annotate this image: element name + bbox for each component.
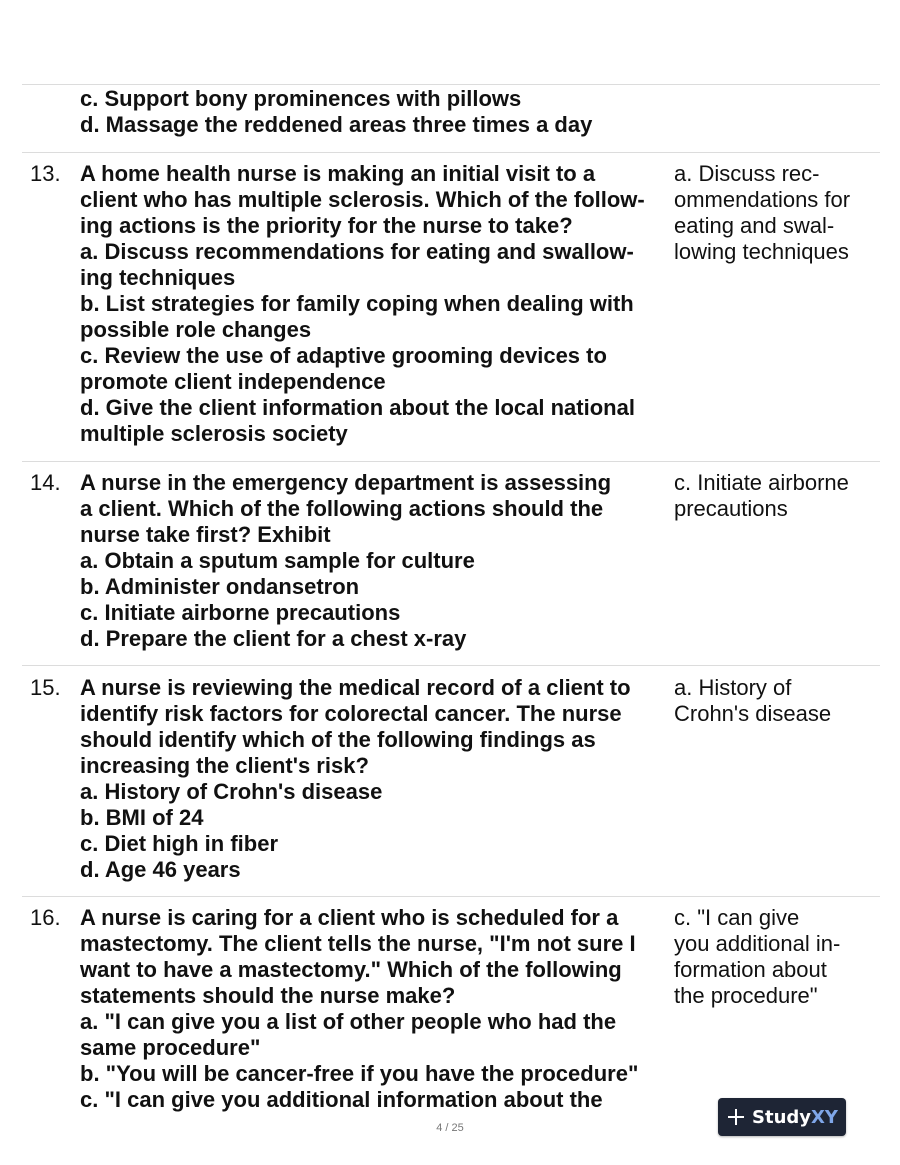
question-line: ing techniques	[80, 265, 236, 290]
question-text	[80, 905, 672, 1113]
question-options	[80, 86, 672, 138]
question-text	[80, 161, 672, 447]
answer-line: c. "I can give	[674, 905, 800, 930]
divider	[22, 461, 880, 462]
answer-line: eating and swal-	[674, 213, 835, 238]
answer-line: ommendations for	[674, 187, 851, 212]
answer-line: the procedure"	[674, 983, 818, 1008]
question-line: identify risk factors for colorectal cancer. The nurse	[80, 701, 622, 726]
question-line: ing actions is the priority for the nurse to take?	[80, 213, 573, 238]
divider	[22, 665, 880, 666]
answer-line: you additional in-	[674, 931, 841, 956]
answer-line: Crohn's disease	[674, 701, 832, 726]
answer-text	[674, 470, 874, 522]
answer-text	[674, 675, 874, 727]
question-line: nurse take first? Exhibit	[80, 522, 331, 547]
page-indicator: 4 / 25	[436, 1122, 464, 1134]
question-line: multiple sclerosis society	[80, 421, 348, 446]
answer-line: precautions	[674, 496, 788, 521]
question-line: same procedure"	[80, 1035, 261, 1060]
answer-text	[674, 905, 874, 1009]
question-line: d. Age 46 years	[80, 857, 241, 882]
question-line: c. "I can give you additional information about the	[80, 1087, 603, 1112]
question-line: a. Discuss recommendations for eating and swallow-	[80, 239, 634, 264]
question-line: A nurse in the emergency department is assessing	[80, 470, 612, 495]
question-line: d. Give the client information about the local national	[80, 395, 635, 420]
option-line: d. Massage the reddened areas three times a day	[80, 112, 593, 137]
question-line: d. Prepare the client for a chest x-ray	[80, 626, 467, 651]
brand-logo-text	[752, 1107, 838, 1128]
answer-line: lowing techniques	[674, 239, 849, 264]
answer-line: formation about	[674, 957, 827, 982]
answer-line: a. Discuss rec-	[674, 161, 820, 186]
question-line: statements should the nurse make?	[80, 983, 456, 1008]
question-line: c. Review the use of adaptive grooming devices to	[80, 343, 607, 368]
question-line: mastectomy. The client tells the nurse, "I'm not sure I	[80, 931, 636, 956]
answer-line: a. History of	[674, 675, 792, 700]
divider	[22, 896, 880, 897]
divider	[22, 152, 880, 153]
question-line: increasing the client's risk?	[80, 753, 369, 778]
studyxy-brand-badge[interactable]	[718, 1098, 846, 1136]
brand-suffix: XY	[811, 1106, 838, 1128]
question-line: should identify which of the following findings as	[80, 727, 596, 752]
question-number: 14.	[30, 470, 61, 495]
question-line: A nurse is reviewing the medical record of a client to	[80, 675, 631, 700]
question-line: c. Initiate airborne precautions	[80, 600, 401, 625]
question-line: a client. Which of the following actions should the	[80, 496, 604, 521]
question-line: b. BMI of 24	[80, 805, 204, 830]
question-line: b. Administer ondansetron	[80, 574, 360, 599]
question-line: A nurse is caring for a client who is scheduled for a	[80, 905, 619, 930]
answer-line: c. Initiate airborne	[674, 470, 849, 495]
question-line: want to have a mastectomy." Which of the following	[80, 957, 622, 982]
divider	[22, 84, 880, 85]
question-line: possible role changes	[80, 317, 312, 342]
question-line: c. Diet high in fiber	[80, 831, 279, 856]
question-text	[80, 675, 672, 883]
question-line: b. List strategies for family coping when dealing with	[80, 291, 634, 316]
question-line: client who has multiple sclerosis. Which of the follow-	[80, 187, 645, 212]
question-line: promote client independence	[80, 369, 386, 394]
question-line: a. "I can give you a list of other people who had the	[80, 1009, 617, 1034]
question-line: b. "You will be cancer-free if you have the procedure"	[80, 1061, 639, 1086]
option-line: c. Support bony prominences with pillows	[80, 86, 522, 111]
brand-name: Study	[752, 1106, 812, 1128]
question-line: A home health nurse is making an initial visit to a	[80, 161, 596, 186]
question-number: 15.	[30, 675, 61, 700]
question-number: 13.	[30, 161, 61, 186]
question-text	[80, 470, 672, 652]
question-number: 16.	[30, 905, 61, 930]
question-line: a. History of Crohn's disease	[80, 779, 383, 804]
plus-icon	[726, 1107, 746, 1127]
answer-text	[674, 161, 874, 265]
question-line: a. Obtain a sputum sample for culture	[80, 548, 475, 573]
